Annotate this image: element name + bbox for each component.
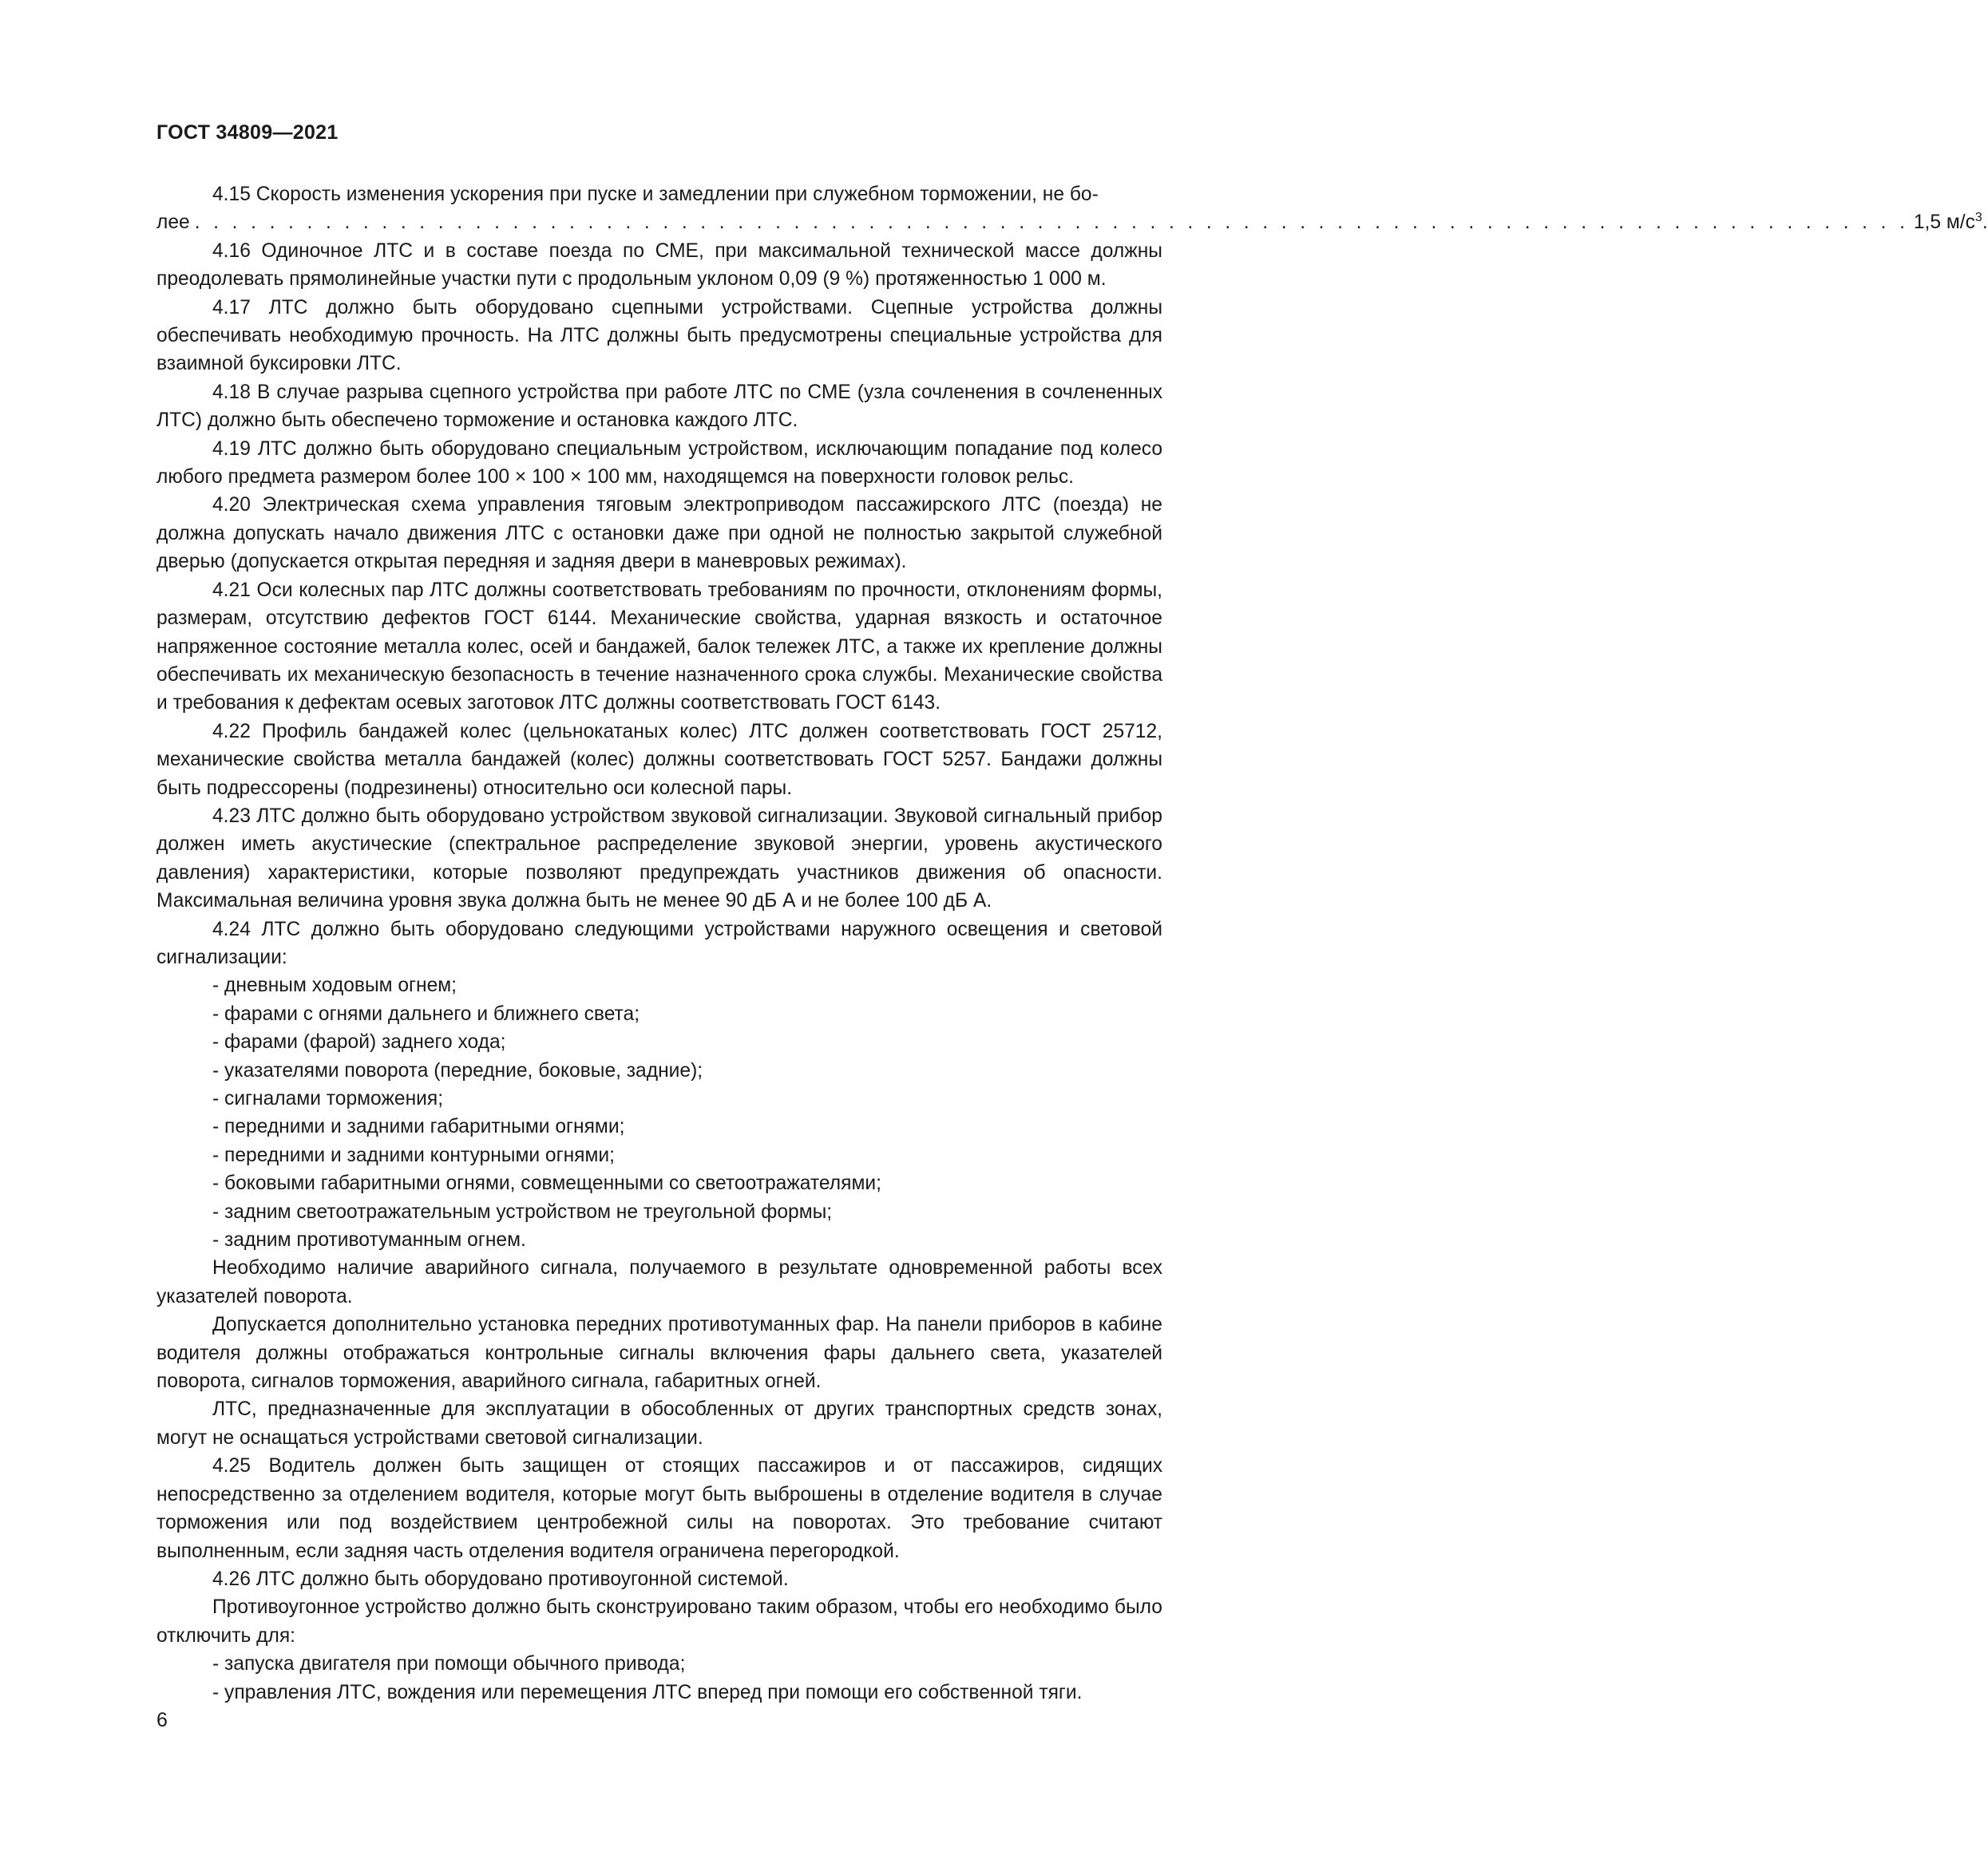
leader-start: лее <box>156 212 190 234</box>
clause-4-15-leader <box>156 208 1988 236</box>
clause-4-19: 4.19 ЛТС должно быть оборудовано специальным устройством, исключающим попадание под колесо любого предмета размером более 100 × 100 × 100 мм, находящемся на поверхности головок рельс. <box>156 437 1162 489</box>
clause-4-24: 4.24 ЛТС должно быть оборудовано следующими устройствами наружного освещения и световой сигнализации: <box>156 918 1162 968</box>
clause-4-23: 4.23 ЛТС должно быть оборудовано устройством звуковой сигнализации. Звуковой сигнальный прибор должен иметь акустические (спектральное распределение звуковой энергии, уровень акустического давления) характеристики, которые позволяют предупреждать участников движения об опасности. Максимальная величина уровня звука должна быть не менее 90 дБ А и не более 100 дБ А. <box>156 805 1162 912</box>
clause-4-20: 4.20 Электрическая схема управления тяговым электроприводом пассажирского ЛТС (поезда) не должна допускать начало движения ЛТС с остановки даже при одной не полностью закрытой служебной дверью (допускается открытая передняя и задняя двери в маневровых режимах). <box>156 494 1162 573</box>
list-item: - передними и задними габаритными огнями; <box>212 1116 625 1138</box>
clause-4-16: 4.16 Одиночное ЛТС и в составе поезда по СМЕ, при максимальной технической массе должны преодолевать прямолинейные участки пути с продольным уклоном 0,09 (9 %) протяженностью 1 000 м. <box>156 239 1162 291</box>
list-item: - задним светоотражательным устройством не треугольной формы; <box>212 1200 833 1223</box>
clause-4-24-emergency: Необходимо наличие аварийного сигнала, получаемого в результате одновременной работы всех указателей поворота. <box>156 1257 1162 1307</box>
document-body <box>156 180 1988 1707</box>
leader-dots: . . . . . . . . . . . . . . . . . . . . . . . . . . . . . . . . . . . . . . . . . . . . . . . . . . . . . . . . . . . . . . . . . . . . . . . . . . . . . . . . . . . . . . . . . . . . <box>194 212 1909 234</box>
leader-value: 1,5 $м/с^3$. <box>1913 211 1988 234</box>
list-item: - запуска двигателя при помощи обычного привода; <box>212 1653 686 1675</box>
clause-4-18: 4.18 В случае разрыва сцепного устройства при работе ЛТС по СМЕ (узла сочленения в сочлененных ЛТС) должно быть обеспечено торможение и остановка каждого ЛТС. <box>156 381 1162 432</box>
clause-4-17: 4.17 ЛТС должно быть оборудовано сцепными устройствами. Сцепные устройства должны обеспечивать необходимую прочность. На ЛТС должны быть предусмотрены специальные устройства для взаимной буксировки ЛТС. <box>156 296 1162 375</box>
clause-4-25: 4.25 Водитель должен быть защищен от стоящих пассажиров и от пассажиров, сидящих непосредственно за отделением водителя, которые могут быть выброшены в отделение водителя в случае торможения или под воздействием центробежной силы на поворотах. Это требование считают выполненным, если задняя часть отделения водителя ограничена перегородкой. <box>156 1455 1162 1562</box>
page-number: 6 <box>156 1709 168 1731</box>
clause-4-24-fog: Допускается дополнительно установка передних противотуманных фар. На панели приборов в кабине водителя должны отображаться контрольные сигналы включения фары дальнего света, указателей поворота, сигналов торможения, аварийного сигнала, габаритных огней. <box>156 1314 1162 1393</box>
clause-4-26: 4.26 ЛТС должно быть оборудовано противоугонной системой. <box>212 1568 789 1590</box>
clause-4-22: 4.22 Профиль бандажей колес (цельнокатаных колес) ЛТС должен соответствовать ГОСТ 25712, механические свойства металла бандажей (колес) должны соответствовать ГОСТ 5257. Бандажи должны быть подрессорены (подрезинены) относительно оси колесной пары. <box>156 720 1162 799</box>
list-item: - задним противотуманным огнем. <box>212 1229 526 1252</box>
document-header: ГОСТ 34809—2021 <box>156 121 339 144</box>
list-item: - фарами (фарой) заднего хода; <box>212 1031 506 1054</box>
clause-4-15-line1: 4.15 Скорость изменения ускорения при пуске и замедлении при служебном торможении, не бо- <box>212 184 1099 205</box>
clause-4-26-device: Противоугонное устройство должно быть сконструировано таким образом, чтобы его необходимо было отключить для: <box>156 1596 1162 1647</box>
list-item: - управления ЛТС, вождения или перемещения ЛТС вперед при помощи его собственной тяги. <box>212 1681 1083 1703</box>
clause-4-24-isolated: ЛТС, предназначенные для эксплуатации в обособленных от других транспортных средств зонах, могут не оснащаться устройствами световой сигнализации. <box>156 1398 1162 1449</box>
list-item: - передними и задними контурными огнями; <box>212 1144 615 1166</box>
list-item: - фарами с огнями дальнего и ближнего света; <box>212 1003 640 1025</box>
list-item: - сигналами торможения; <box>212 1088 444 1110</box>
list-item: - указателями поворота (передние, боковые, задние); <box>212 1059 703 1082</box>
list-item: - дневным ходовым огнем; <box>212 975 457 997</box>
list-item: - боковыми габаритными огнями, совмещенными со светоотражателями; <box>212 1173 881 1195</box>
clause-4-21: 4.21 Оси колесных пар ЛТС должны соответствовать требованиям по прочности, отклонениям формы, размерам, отсутствию дефектов ГОСТ 6144. Механические свойства, ударная вязкость и остаточное напряженное состояние металла колес, осей и бандажей, балок тележек ЛТС, а также их крепление должны обеспечивать их механическую безопасность в течение назначенного срока службы. Механические свойства и требования к дефектам осевых заготовок ЛТС должны соответствовать ГОСТ 6143. <box>156 579 1162 714</box>
